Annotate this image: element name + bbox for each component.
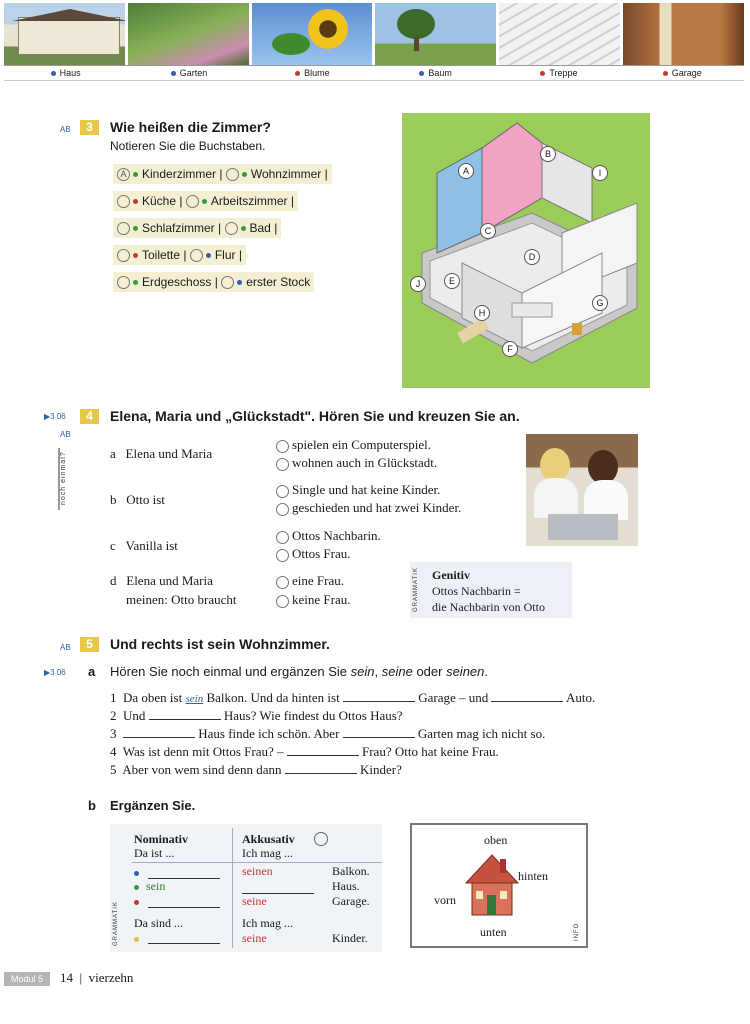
plural-akk-label: Ich mag ... <box>242 916 293 930</box>
house-illustration <box>402 113 650 388</box>
photo-strip <box>4 3 744 65</box>
ex4-c-opt1[interactable]: Ottos Nachbarin. <box>276 528 381 544</box>
row-dot-yellow <box>134 937 139 942</box>
blank[interactable] <box>148 896 220 908</box>
small-house-icon <box>462 849 522 921</box>
genitiv-box <box>410 562 572 618</box>
genitiv-line2: die Nachbarin von Otto <box>432 600 545 614</box>
plural-nom-label: Da sind ... <box>134 916 183 930</box>
ex4-item-d: d Elena und Maria <box>110 573 213 588</box>
answer-circle[interactable] <box>117 276 130 289</box>
ex4-b-opt2[interactable]: geschieden und hat zwei Kinder. <box>276 500 461 516</box>
answer-circle[interactable]: A <box>117 168 130 181</box>
room-label-g: G <box>592 295 608 311</box>
ex5-title: Und rechts ist sein Wohnzimmer. <box>110 636 330 652</box>
answer-circle[interactable] <box>117 249 130 262</box>
blank[interactable] <box>148 932 220 944</box>
nom-sein: sein <box>146 879 166 893</box>
noun-kinder: Kinder. <box>332 931 368 945</box>
ex5-b-letter: b <box>88 798 96 813</box>
answer-circle[interactable] <box>186 195 199 208</box>
info-vorn: vorn <box>434 893 456 907</box>
akk-seine: seine <box>242 894 267 908</box>
answer-circle[interactable] <box>226 168 239 181</box>
info-hinten: hinten <box>518 869 548 883</box>
noun-haus: Haus. <box>332 879 360 893</box>
ex4-item-c: c Vanilla ist <box>110 538 178 553</box>
akk-seinen: seinen <box>242 864 273 878</box>
ex5-a-letter: a <box>88 664 96 679</box>
room-label-f: F <box>502 341 518 357</box>
ex4-a-opt1[interactable]: spielen ein Computerspiel. <box>276 437 431 453</box>
module-tag: Modul 5 <box>4 972 50 986</box>
genitiv-tag: GRAMMATIK <box>413 567 419 612</box>
room-label-b: B <box>540 146 556 162</box>
photo-haus <box>4 3 125 65</box>
room-row-4: Toilette | Flur | <box>113 245 246 265</box>
possessive-table <box>110 824 382 952</box>
info-unten: unten <box>480 925 507 939</box>
blank[interactable] <box>123 726 195 738</box>
blank[interactable] <box>491 690 563 702</box>
stopwatch-icon <box>314 832 328 846</box>
ex4-b-opt1[interactable]: Single und hat keine Kinder. <box>276 482 440 498</box>
page-footer: 14 | vierzehn <box>60 970 134 985</box>
room-label-a: A <box>458 163 474 179</box>
ex4-track[interactable]: ▶3 06 <box>44 412 66 421</box>
room-label-h: H <box>474 305 490 321</box>
room-label-e: E <box>444 273 460 289</box>
col-nominativ: Nominativ <box>134 832 188 846</box>
ex4-d-opt2[interactable]: keine Frau. <box>276 592 350 608</box>
ex4-side-note: noch einmal? <box>60 451 67 505</box>
row-dot-red <box>134 900 139 905</box>
ex4-title: Elena, Maria und „Glückstadt". Hören Sie und kreuzen Sie an. <box>110 408 520 424</box>
ex4-d-opt1[interactable]: eine Frau. <box>276 573 344 589</box>
photo-girls-laptop <box>526 434 638 546</box>
genitiv-line1: Ottos Nachbarin = <box>432 584 521 598</box>
ex4-number: 4 <box>80 409 99 424</box>
caption-garage: Garage <box>621 66 744 80</box>
blank[interactable] <box>287 744 359 756</box>
answer-circle[interactable] <box>190 249 203 262</box>
blank[interactable] <box>148 867 220 879</box>
handwritten-answer: sein <box>185 693 204 705</box>
ex3-ab-label: AB <box>60 125 71 134</box>
blank[interactable] <box>285 762 357 774</box>
photo-garten <box>128 3 249 65</box>
noun-balkon: Balkon. <box>332 864 370 878</box>
blank[interactable] <box>149 708 221 720</box>
fill-line-4: 4 Was ist denn mit Ottos Frau? – Frau? Otto hat keine Frau. <box>110 744 499 759</box>
room-label-i: I <box>592 165 608 181</box>
ex4-a-opt2[interactable]: wohnen auch in Glückstadt. <box>276 455 437 471</box>
fill-line-5: 5 Aber von wem sind denn dann Kinder? <box>110 762 402 777</box>
row-dot-blue <box>134 871 139 876</box>
akk-seine-plural: seine <box>242 931 267 945</box>
room-label-c: C <box>480 223 496 239</box>
info-box <box>410 823 588 948</box>
blank[interactable] <box>242 882 314 894</box>
room-row-2: Küche | Arbeitszimmer | <box>113 191 298 211</box>
ex4-item-a: a Elena und Maria <box>110 446 213 461</box>
caption-garten: Garten <box>127 66 250 80</box>
answer-circle[interactable] <box>225 222 238 235</box>
ex3-number: 3 <box>80 120 99 135</box>
room-row-3: Schlafzimmer | Bad | <box>113 218 281 238</box>
info-tag: INFO <box>574 922 580 941</box>
room-label-d: D <box>524 249 540 265</box>
caption-baum: Baum <box>374 66 497 80</box>
ex5-number: 5 <box>80 637 99 652</box>
photo-captions <box>4 65 744 81</box>
info-oben: oben <box>484 833 508 847</box>
ex4-item-d-cont: meinen: Otto braucht <box>126 592 237 607</box>
table-tag: GRAMMATIK <box>113 901 119 946</box>
ex5-ab-label: AB <box>60 643 71 652</box>
ex5-b-instruction: Ergänzen Sie. <box>110 798 196 813</box>
ex4-c-opt2[interactable]: Ottos Frau. <box>276 546 351 562</box>
answer-circle[interactable] <box>117 195 130 208</box>
row-dot-green <box>134 885 139 890</box>
col-akkusativ: Akkusativ <box>242 832 295 846</box>
ex3-subtitle: Notieren Sie die Buchstaben. <box>110 139 266 153</box>
caption-treppe: Treppe <box>497 66 620 80</box>
caption-blume: Blume <box>251 66 374 80</box>
photo-blume <box>252 3 373 65</box>
blank[interactable] <box>343 726 415 738</box>
ex5-track[interactable]: ▶3 06 <box>44 668 66 677</box>
room-label-j: J <box>410 276 426 292</box>
fill-line-1: 1 Da oben ist sein Balkon. Und da hinten ist Garage – und Auto. <box>110 690 596 705</box>
photo-treppe <box>499 3 620 65</box>
caption-haus: Haus <box>4 66 127 80</box>
answer-circle[interactable] <box>221 276 234 289</box>
noun-garage: Garage. <box>332 894 370 908</box>
col-nominativ-sub: Da ist ... <box>134 846 175 860</box>
ex3-title: Wie heißen die Zimmer? <box>110 119 271 135</box>
ex4-ab-label: AB <box>60 430 71 439</box>
blank[interactable] <box>343 690 415 702</box>
photo-garage <box>623 3 744 65</box>
col-akkusativ-sub: Ich mag ... <box>242 846 293 860</box>
fill-line-2: 2 Und Haus? Wie findest du Ottos Haus? <box>110 708 403 723</box>
ex4-item-b: b Otto ist <box>110 492 165 507</box>
genitiv-title: Genitiv <box>432 568 470 582</box>
photo-baum <box>375 3 496 65</box>
room-row-5: Erdgeschoss | erster Stock <box>113 272 314 292</box>
answer-circle[interactable] <box>117 222 130 235</box>
room-row-1: A Kinderzimmer | Wohnzimmer | <box>113 164 332 184</box>
ex5-a-instruction: Hören Sie noch einmal und ergänzen Sie sein, seine oder seinen. <box>110 664 489 679</box>
fill-line-3: 3 Haus finde ich schön. Aber Garten mag ich nicht so. <box>110 726 546 741</box>
